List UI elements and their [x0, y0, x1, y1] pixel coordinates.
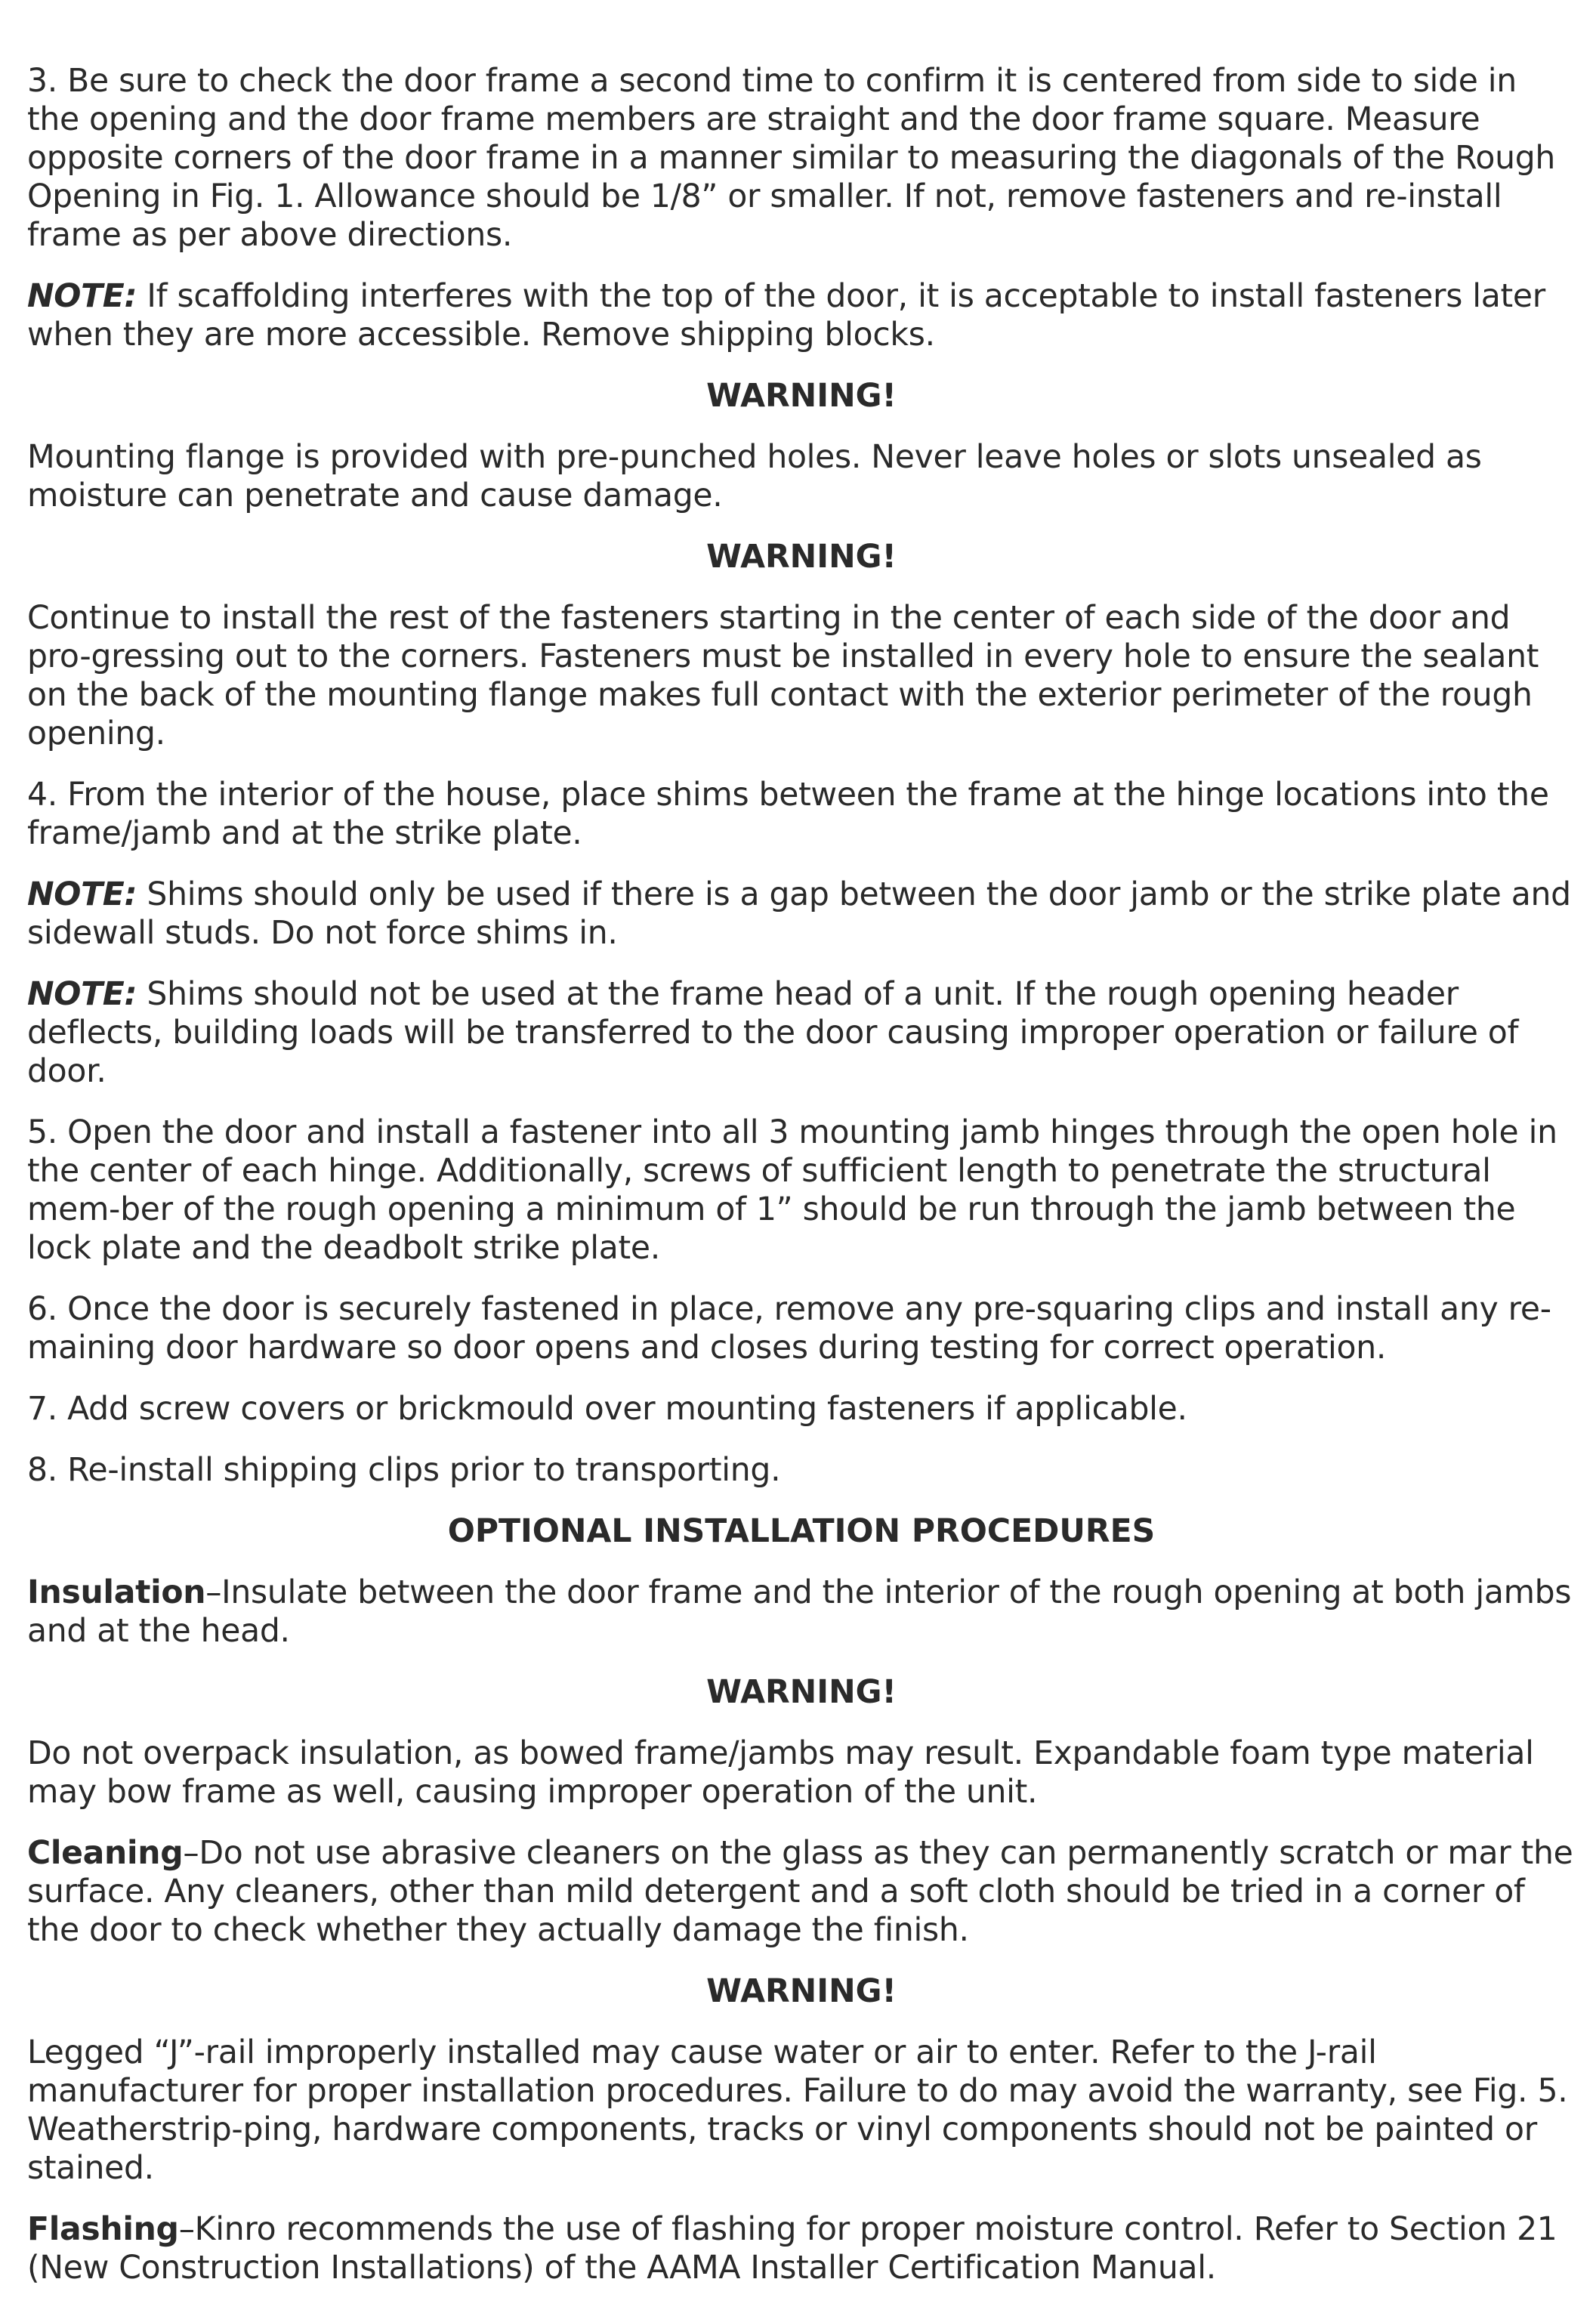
- insulation-paragraph: [27, 1573, 1576, 1651]
- note-label: NOTE:: [27, 278, 137, 315]
- warning-heading: WARNING!: [706, 539, 897, 576]
- step-6-paragraph: 6. Once the door is securely fastened in place, remove any pre-squaring clips and install any re-maining door hardware so door opens and closes during testing for correct operation.: [27, 1291, 1551, 1367]
- note-text: Shims should not be used at the frame head of a unit. If the rough opening header deflects, building loads will be transferred to the door causing improper operation or failure of door.: [27, 976, 1519, 1090]
- document-page: [27, 62, 1576, 2310]
- step-8-paragraph: 8. Re-install shipping clips prior to transporting.: [27, 1452, 781, 1489]
- flashing-term: Flashing: [27, 2211, 179, 2248]
- warning-fasteners-text: Continue to install the rest of the fasteners starting in the center of each side of the door and pro-gressing out to the corners. Fasteners must be installed in every hole to ensure the sealant on the back of the mounting flange makes full contact with the exterior perimeter of the rough opening.: [27, 600, 1539, 752]
- step-4-paragraph: 4. From the interior of the house, place shims between the frame at the hinge locations into the frame/jamb and at the strike plate.: [27, 777, 1549, 852]
- note-shims-gap: [27, 876, 1576, 953]
- note-shims-head: [27, 975, 1576, 1091]
- cleaning-paragraph: [27, 1834, 1576, 1950]
- note-scaffolding: [27, 277, 1576, 354]
- warning-j-rail-text: Legged “J”-rail improperly installed may cause water or air to enter. Refer to the J-rail manufacturer for proper installation procedures. Failure to do may avoid the warranty, see Fig. 5. Weatherstrip-ping, hardware components, tracks or vinyl components should not be painted or stained.: [27, 2034, 1568, 2187]
- warning-heading: WARNING!: [706, 1973, 897, 2010]
- note-text: Shims should only be used if there is a gap between the door jamb or the strike plate and sidewall studs. Do not force shims in.: [27, 876, 1571, 952]
- flashing-paragraph: [27, 2210, 1576, 2287]
- step-5-paragraph: 5. Open the door and install a fastener into all 3 mounting jamb hinges through the open hole in the center of each hinge. Additionally, screws of sufficient length to penetrate the structural mem-ber of the rough opening a minimum of 1” should be run through the jamb between the lock plate and the deadbolt strike plate.: [27, 1114, 1557, 1267]
- insulation-term: Insulation: [27, 1574, 206, 1611]
- flashing-text: –Kinro recommends the use of flashing for proper moisture control. Refer to Section 21 (New Construction Installations) of the AAMA Installer Certification Manual.: [27, 2211, 1557, 2287]
- cleaning-text: –Do not use abrasive cleaners on the glass as they can permanently scratch or mar the surface. Any cleaners, other than mild detergent and a soft cloth should be tried in a corner of the door to check whether they actually damage the finish.: [27, 1835, 1573, 1949]
- warning-heading: WARNING!: [706, 378, 897, 415]
- note-text: If scaffolding interferes with the top of the door, it is acceptable to install fasteners later when they are more accessible. Remove shipping blocks.: [27, 278, 1545, 354]
- cleaning-term: Cleaning: [27, 1835, 184, 1872]
- note-label: NOTE:: [27, 976, 137, 1013]
- optional-procedures-heading: OPTIONAL INSTALLATION PROCEDURES: [447, 1513, 1156, 1550]
- note-label: NOTE:: [27, 876, 137, 913]
- warning-heading: WARNING!: [706, 1674, 897, 1711]
- step-3-paragraph: 3. Be sure to check the door frame a second time to confirm it is centered from side to side in the opening and the door frame members are straight and the door frame square. Measure opposite corners of the door frame in a manner similar to measuring the diagonals of the Rough Opening in Fig. 1. Allowance should be 1/8” or smaller. If not, remove fasteners and re-install frame as per above directions.: [27, 63, 1556, 254]
- insulation-text: –Insulate between the door frame and the interior of the rough opening at both jambs and at the head.: [27, 1574, 1572, 1650]
- warning-insulation-text: Do not overpack insulation, as bowed frame/jambs may result. Expandable foam type material may bow frame as well, causing improper operation of the unit.: [27, 1735, 1534, 1811]
- step-7-paragraph: 7. Add screw covers or brickmould over mounting fasteners if applicable.: [27, 1391, 1187, 1428]
- warning-mounting-flange-text: Mounting flange is provided with pre-punched holes. Never leave holes or slots unsealed as moisture can penetrate and cause damage.: [27, 439, 1482, 514]
